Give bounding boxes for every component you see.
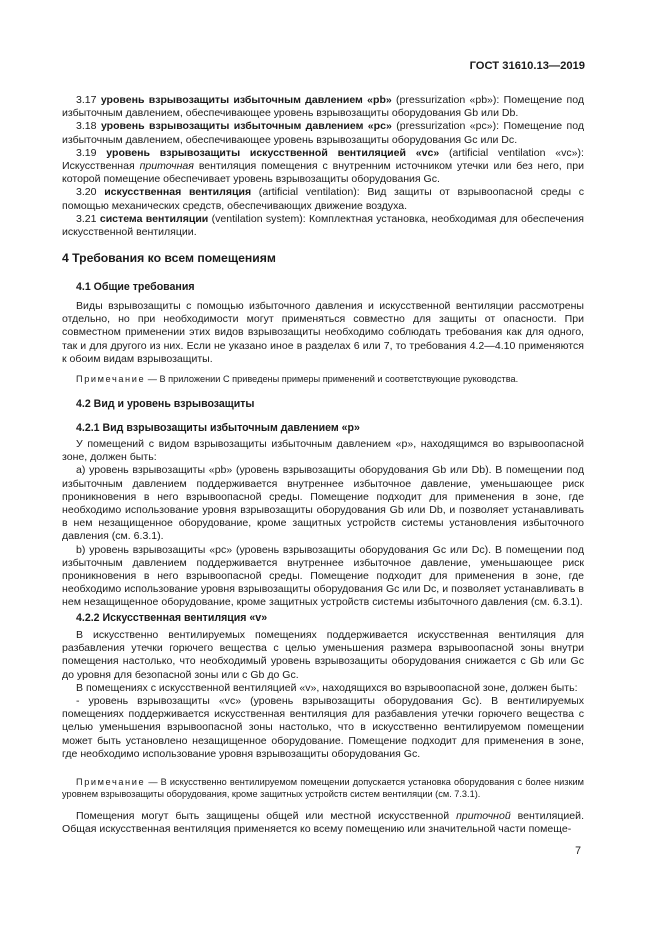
definition-3-18: 3.18 уровень взрывозащиты избыточным давлением «pc» (pressurization «pc»): Помещение под избыточным давлением, обеспечивающее уровень взрывозащиты оборудования Gc или Dc. xyxy=(62,120,584,146)
section-4-2-2-title: 4.2.2 Искусственная вентиляция «v» xyxy=(76,612,268,624)
section-4-2-1-title: 4.2.1 Вид взрывозащиты избыточным давлением «p» xyxy=(76,422,360,434)
section-4-2-2-p1: В искусственно вентилируемых помещениях поддерживается искусственная вентиляция для разбавления утечки горючего вещества с целью уменьшения размера взрывоопасной зоны внутри помещения настолько, что необходимый уровень взрывозащиты оборудования снижается с Gb или Gc до уровня для безопасной зоны или с Gb до Gc. xyxy=(62,629,584,681)
section-4-1-paragraph: Виды взрывозащиты с помощью избыточного давления и искусственной вентиляции рассмотрены отдельно, но при необходимости могут применяться совместно для защиты от опасности. При совместном применении этих видов взрывозащиты необходимо соблюдать требования как для одного, так и для другого из них. Если не указано иное в разделах 6 или 7, то требования 4.2—4.10 применяются к обоим видам взрывозащиты. xyxy=(62,300,584,365)
section-4-2-2-p4: Помещения могут быть защищены общей или местной искусственной приточной вентиляцией. Общая искусственная вентиляция применяется ко всему помещению или значительной части помеще- xyxy=(62,810,584,836)
section-4-2-1-intro: У помещений с видом взрывозащиты избыточным давлением «p», находящимся во взрывоопасной зоне, должен быть: xyxy=(62,438,584,464)
definition-3-21: 3.21 система вентиляции (ventilation system): Комплектная установка, необходимая для обеспечения искусственной вентиляции. xyxy=(62,212,584,239)
section-4-2-1-item-b: b) уровень взрывозащиты «pc» (уровень взрывозащиты оборудования Gc или Dc). В помещении под избыточным давлением поддерживается внутреннее избыточное давление, уменьшающее риск проникновения в него взрывоопасной среды. Помещение подходит для применения в зоне, где необходимо использование уровня взрывозащиты оборудования Gc или Dc, и позволяет устанавливать в нем незащищенное оборудование, кроме защитных устройств системы избыточного давления (см. 6.3.1). xyxy=(62,543,584,609)
definition-3-19: 3.19 уровень взрывозащиты искусственной вентиляцией «vc» (artificial ventilation «vc»): Искусственная приточная вентиляция помещения с внутренним источником утечки или без него, при которой помещение обеспечивает уровень взрывозащиты оборудования Gc. xyxy=(62,146,584,186)
page-number: 7 xyxy=(575,845,581,857)
section-4-2-1-item-a: a) уровень взрывозащиты «pb» (уровень взрывозащиты оборудования Gb или Db). В помещении под избыточным давлением поддерживается внутреннее избыточное давление, уменьшающее риск проникновения в него взрывоопасной среды. Помещение подходит для применения в зоне, где необходимо использование уровня взрывозащиты оборудования Gb или Db, и позволяет устанавливать в нем незащищенное оборудование, кроме защитных устройств системы установления избыточного давления (см. 6.3.1). xyxy=(62,464,584,543)
note-4-2-2: Примечание — В искусственно вентилируемом помещении допускается установка оборудования с более низким уровнем взрывозащиты оборудования, кроме защитных устройств систем вентиляции (см. 7.3.1). xyxy=(62,777,584,799)
section-4-title: 4 Требования ко всем помещениям xyxy=(62,251,276,265)
page-header: ГОСТ 31610.13—2019 xyxy=(469,60,585,72)
section-4-2-2-p3: - уровень взрывозащиты «vc» (уровень взрывозащиты оборудования Gc). В вентилируемых помещениях поддерживается искусственная вентиляция для разбавления утечки горючего вещества с целью уменьшения взрывоопасной зоны настолько, что в искусственно вентилируемом помещении может быть установлено незащищенное оборудование. Помещение подходит для применения в зоне, где необходимо использование уровня взрывозащиты оборудования Gc. xyxy=(62,695,584,760)
section-4-2-2-p2: В помещениях с искусственной вентиляцией «v», находящихся во взрывоопасной зоне, должен быть: xyxy=(76,681,578,694)
section-4-2-title: 4.2 Вид и уровень взрывозащиты xyxy=(76,398,255,410)
definition-3-17: 3.17 уровень взрывозащиты избыточным давлением «pb» (pressurization «pb»): Помещение под избыточным давлением, обеспечивающее уровень взрывозащиты оборудования Gb или Db. xyxy=(62,94,584,120)
section-4-1-title: 4.1 Общие требования xyxy=(76,281,195,293)
definition-3-20: 3.20 искусственная вентиляция (artificial ventilation): Вид защиты от взрывоопасной среды с помощью механических средств, обеспечивающих движение воздуха. xyxy=(62,186,585,212)
note-4-1: Примечание — В приложении С приведены примеры применений и соответствующие руководства. xyxy=(76,374,519,384)
